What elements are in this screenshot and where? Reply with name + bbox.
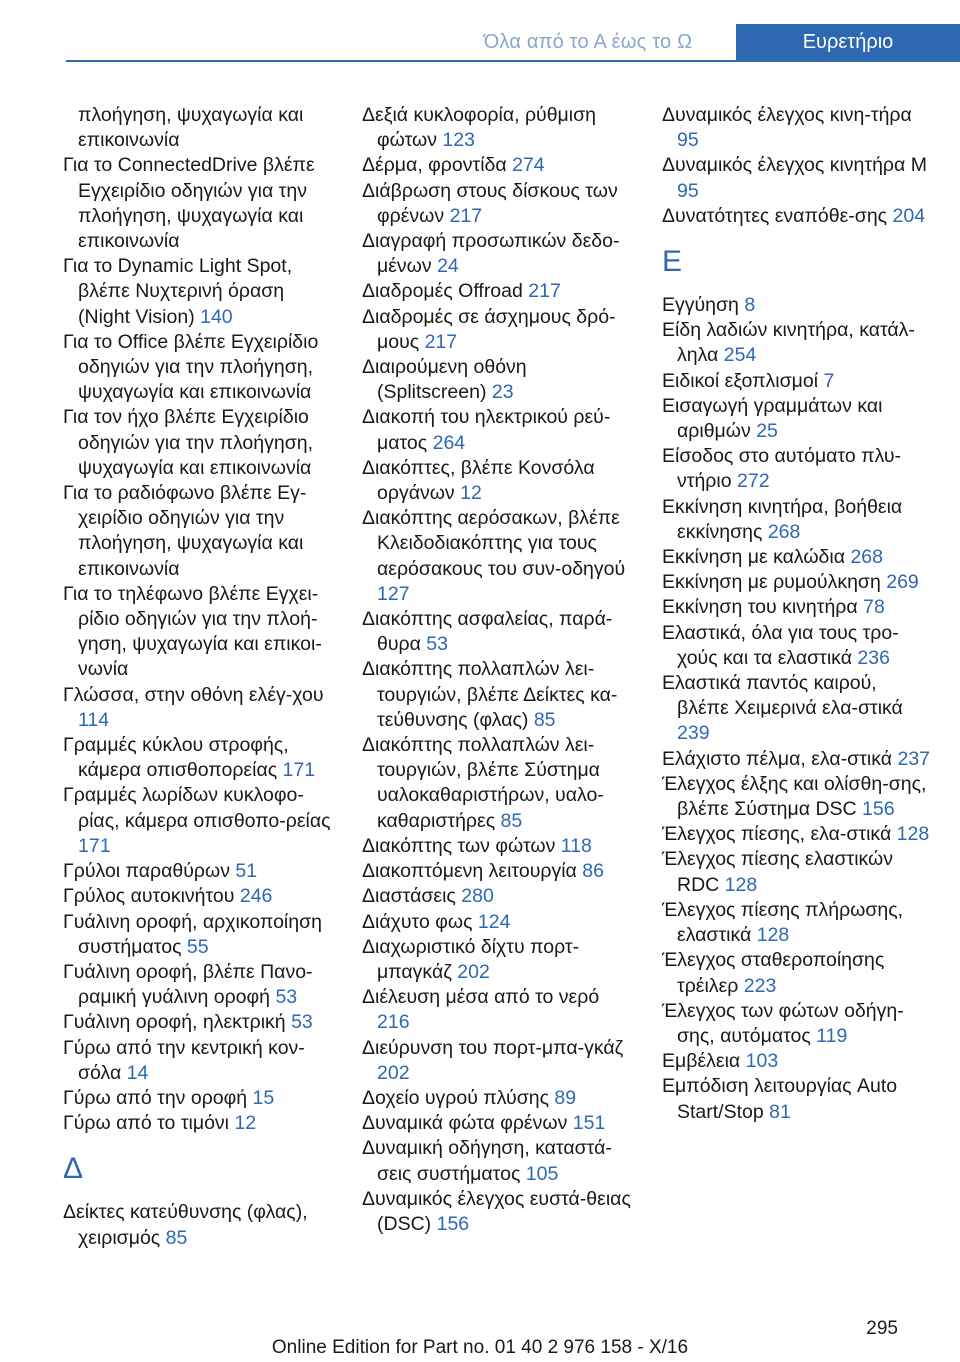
- index-entry: [662, 999, 932, 1049]
- index-entry: [362, 405, 632, 455]
- page-link[interactable]: 124: [477, 910, 511, 933]
- index-entry: [362, 657, 632, 733]
- index-entry-text: Δυναμική οδήγηση, καταστά‐σεις συστήματος: [362, 1137, 612, 1185]
- index-entry-text: Ελαστικά, όλα για τους τρο‐χούς και τα ελαστικά: [662, 621, 899, 669]
- index-entry-text: Ελαστικά παντός καιρού, βλέπε Χειμερινά ελα‐στικά: [662, 672, 903, 720]
- index-entry: [63, 960, 333, 1010]
- page-link[interactable]: 78: [863, 596, 885, 619]
- index-entry: [362, 506, 632, 607]
- index-entry-text: Διακόπτης ασφαλείας, παρά‐θυρα: [362, 608, 613, 656]
- page-link[interactable]: 204: [892, 204, 926, 227]
- index-entry: [63, 1200, 333, 1250]
- index-entry: [362, 279, 632, 304]
- index-entry-text: Γυάλινη οροφή, ηλεκτρική: [63, 1011, 286, 1034]
- page-link[interactable]: 118: [560, 834, 592, 857]
- index-entry-text: Εμπόδιση λειτουργίας Auto Start/Stop: [662, 1075, 898, 1123]
- index-entry-text: Διαιρούμενη οθόνη (Splitscreen): [362, 356, 527, 404]
- index-entry-text: Δοχείο υγρού πλύσης: [362, 1086, 549, 1109]
- index-entry: [362, 834, 632, 859]
- page-link[interactable]: 128: [896, 823, 930, 846]
- index-entry: [662, 822, 932, 847]
- page-link[interactable]: 55: [186, 935, 209, 958]
- page-link[interactable]: 53: [291, 1011, 313, 1034]
- page-link[interactable]: 272: [737, 470, 770, 493]
- index-entry: [63, 254, 333, 330]
- index-entry: [63, 1111, 333, 1136]
- index-entry-text: Διέλευση μέσα από το νερό: [362, 986, 600, 1009]
- index-entry-text: Διαδρομές Offroad: [362, 280, 523, 303]
- index-entry: [362, 733, 632, 834]
- index-entry: [662, 948, 932, 998]
- index-entry: [63, 481, 333, 582]
- index-entry-text: Για τον ήχο βλέπε Εγχειρίδιο οδηγιών για την πλοήγηση, ψυχαγωγία και επικοινωνία: [63, 406, 313, 479]
- index-entry-text: Γραμμές λωρίδων κυκλοφο‐ρίας, κάμερα οπισθοπο‐ρείας: [63, 784, 331, 832]
- index-entry-text: Διαγραφή προσωπικών δεδο‐μένων: [362, 230, 620, 278]
- index-entry-text: Γρύλος αυτοκινήτου: [63, 885, 235, 908]
- index-entry: [63, 733, 333, 783]
- index-entry: [63, 859, 333, 884]
- index-entry-text: Διακοπτόμενη λειτουργία: [362, 860, 577, 883]
- page-link[interactable]: 127: [377, 582, 410, 605]
- index-entry: [662, 1074, 932, 1124]
- index-column-2: [362, 103, 632, 1237]
- index-column-3: [662, 103, 932, 1125]
- page-link[interactable]: 202: [457, 960, 490, 983]
- page-link[interactable]: 171: [282, 759, 316, 782]
- page-link[interactable]: 15: [252, 1086, 275, 1109]
- index-entry: [362, 1036, 632, 1086]
- index-entry: [362, 1187, 632, 1237]
- index-entry: [362, 355, 632, 405]
- index-entry-text: Ελάχιστο πέλμα, ελα‐στικά: [662, 747, 893, 770]
- chapter-tab: Ευρετήριο: [736, 24, 960, 60]
- index-entry-text: Γυάλινη οροφή, αρχικοποίηση συστήματος: [63, 910, 322, 958]
- page-link[interactable]: 105: [525, 1162, 559, 1185]
- index-entry: [63, 582, 333, 683]
- index-entry-text: Έλεγχος πίεσης, ελα‐στικά: [662, 823, 892, 846]
- page-link[interactable]: 14: [126, 1061, 149, 1084]
- page-link[interactable]: 254: [723, 344, 757, 367]
- index-entry: [662, 293, 932, 318]
- index-entry: [63, 910, 333, 960]
- index-entry-text: Διαδρομές σε άσχημους δρό‐μους: [362, 305, 616, 353]
- page-link[interactable]: 223: [743, 974, 777, 997]
- index-entry: [362, 910, 632, 935]
- index-entry-text: Διακόπτης πολλαπλών λει‐τουργιών, βλέπε Δείκτες κα‐τεύθυνσης (φλας): [362, 658, 618, 731]
- index-entry-text: Για το Office βλέπε Εγχειρίδιο οδηγιών για την πλοήγηση, ψυχαγωγία και επικοινωνία: [63, 330, 319, 404]
- page-link[interactable]: 53: [275, 986, 298, 1009]
- index-entry-text: Γραμμές κύκλου στροφής, κάμερα οπισθοπορείας: [63, 734, 289, 782]
- index-entry: [662, 621, 932, 671]
- index-entry-text: Για το τηλέφωνο βλέπε Εγχει‐ρίδιο οδηγιών για την πλοή‐γηση, ψυχαγωγία και επικοι‐νωνία: [63, 582, 322, 681]
- index-entry-text: Διακόπτες, βλέπε Κονσόλα οργάνων: [362, 456, 595, 505]
- page-link[interactable]: 246: [239, 885, 273, 908]
- page-link[interactable]: 269: [886, 571, 919, 594]
- page-link[interactable]: 217: [528, 280, 561, 303]
- index-entry: [63, 884, 333, 909]
- index-entry: [63, 1036, 333, 1086]
- page-link[interactable]: 140: [200, 305, 233, 328]
- index-entry: [63, 330, 333, 406]
- page-link[interactable]: 237: [897, 747, 931, 770]
- page-link[interactable]: 53: [426, 633, 448, 656]
- index-entry-text: Εμβέλεια: [662, 1050, 741, 1073]
- index-entry: [63, 1010, 333, 1035]
- page-link[interactable]: 274: [512, 154, 545, 177]
- page-link[interactable]: 24: [437, 255, 459, 278]
- index-entry-text: Γλώσσα, στην οθόνη ελέγ‐χου: [63, 683, 324, 706]
- index-entry-text: Δείκτες κατεύθυνσης (φλας), χειρισμός: [63, 1201, 308, 1249]
- index-letter-heading: Ε: [662, 245, 683, 279]
- index-entry-text: Για το ραδιόφωνο βλέπε Εγ‐χειρίδιο οδηγιών για την πλοήγηση, ψυχαγωγία και επικοινωνία: [63, 482, 307, 580]
- index-entry: [362, 859, 632, 884]
- index-entry: [662, 369, 932, 394]
- index-entry-text: Γρύλοι παραθύρων: [63, 860, 230, 883]
- page-link[interactable]: 103: [745, 1050, 779, 1073]
- index-entry-text: Διάχυτο φως: [362, 910, 473, 933]
- index-entry: [362, 1111, 632, 1136]
- index-entry-text: Για το ConnectedDrive βλέπε Εγχειρίδιο οδηγιών για την πλοήγηση, ψυχαγωγία και επικοινωνία: [63, 154, 315, 253]
- index-entry-text: Εκκίνηση του κινητήρα: [662, 596, 858, 619]
- index-entry-text: Εκκίνηση με ρυμούλκηση: [662, 571, 881, 594]
- index-entry-text: Δυναμικά φώτα φρένων: [362, 1112, 568, 1135]
- index-entry: [662, 444, 932, 494]
- index-entry-text: Εκκίνηση κινητήρα, βοήθεια εκκίνησης: [662, 495, 903, 543]
- page-link[interactable]: 268: [767, 520, 801, 543]
- page-link[interactable]: 8: [744, 294, 756, 317]
- index-entry-text: Εκκίνηση με καλώδια: [662, 546, 846, 569]
- page-link[interactable]: 216: [377, 1011, 410, 1034]
- index-entry: [362, 1136, 632, 1186]
- index-entry-text: Έλεγχος πίεσης πλήρωσης, ελαστικά: [662, 898, 904, 947]
- index-entry: [662, 394, 932, 444]
- page-link[interactable]: 7: [823, 369, 835, 392]
- index-entry: [362, 305, 632, 355]
- index-entry-text: Δέρμα, φροντίδα: [362, 154, 507, 177]
- index-entry-text: Έλεγχος πίεσης ελαστικών RDC: [662, 848, 894, 896]
- page-link[interactable]: 86: [582, 860, 604, 883]
- page-link[interactable]: 12: [234, 1112, 257, 1135]
- index-entry-text: Δυνατότητες εναπόθε‐σης: [662, 204, 888, 227]
- page-link[interactable]: 51: [235, 860, 258, 883]
- index-entry-text: Ειδικοί εξοπλισμοί: [662, 369, 819, 392]
- index-entry-text: Δυναμικός έλεγχος κινητήρα M: [662, 154, 927, 177]
- index-entry-text: Δεξιά κυκλοφορία, ρύθμιση φώτων: [362, 104, 597, 152]
- page-link[interactable]: 156: [436, 1212, 470, 1235]
- index-entry-text: Εισαγωγή γραμμάτων και αριθμών: [662, 394, 883, 443]
- index-entry-text: Δυναμικός έλεγχος ευστά‐θειας (DSC): [362, 1187, 631, 1235]
- index-entry: [662, 545, 932, 570]
- index-entry-text: Διάβρωση στους δίσκους των φρένων: [362, 179, 618, 227]
- index-entry: [662, 772, 932, 822]
- index-entry: [662, 153, 932, 203]
- index-column-1: [63, 103, 333, 1251]
- page-link[interactable]: 81: [769, 1100, 791, 1123]
- page-link[interactable]: 95: [677, 179, 699, 202]
- index-entry: [362, 607, 632, 657]
- index-entry: [662, 318, 932, 368]
- index-entry: [362, 179, 632, 229]
- page-link[interactable]: 202: [377, 1061, 410, 1084]
- index-entry: [662, 595, 932, 620]
- edition-note: Online Edition for Part no. 01 40 2 976 158 - X/16: [271, 1337, 689, 1358]
- page-link[interactable]: 89: [554, 1086, 577, 1109]
- index-entry: [63, 1086, 333, 1111]
- index-entry-text: Διακόπτης των φώτων: [362, 834, 556, 857]
- page-link[interactable]: 280: [461, 885, 494, 908]
- section-title: Όλα από το Α έως το Ω: [483, 30, 693, 53]
- index-entry-text: πλοήγηση, ψυχαγωγία και επικοινωνία: [78, 104, 304, 152]
- index-entry: [362, 884, 632, 909]
- page-link[interactable]: 25: [756, 420, 778, 443]
- page-link[interactable]: 151: [572, 1112, 606, 1135]
- index-entry: [662, 1049, 932, 1074]
- page-link[interactable]: 95: [677, 129, 699, 152]
- index-entry: [362, 153, 632, 178]
- index-entry: [362, 456, 632, 506]
- page-link[interactable]: 128: [756, 924, 790, 947]
- index-entry-text: Εγγύηση: [662, 294, 739, 317]
- index-entry: [362, 103, 632, 153]
- header-rule: [66, 60, 960, 62]
- index-entry-text: Διακόπτης αερόσακων, βλέπε Κλειδοδιακόπτης για τους αερόσακους του συν‐οδηγού: [362, 507, 626, 580]
- index-entry-text: Είσοδος στο αυτόματο πλυ‐ντήριο: [662, 445, 902, 493]
- index-entry: [662, 898, 932, 948]
- index-letter-heading: Δ: [63, 1152, 84, 1186]
- index-entry-text: Έλεγχος των φώτων οδήγη‐σης, αυτόματος: [662, 999, 904, 1047]
- page-link[interactable]: 12: [460, 482, 482, 505]
- index-entry: [662, 495, 932, 545]
- page-link[interactable]: 268: [850, 546, 883, 569]
- index-entry-text: Έλεγχος σταθεροποίησης τρέιλερ: [662, 949, 885, 997]
- page-header: [0, 0, 960, 62]
- page-link[interactable]: 119: [816, 1024, 848, 1047]
- page-link[interactable]: 239: [677, 722, 710, 745]
- index-entry-text: Γύρω από το τιμόνι: [63, 1112, 230, 1135]
- index-entry: [662, 204, 932, 229]
- index-entry-text: Είδη λαδιών κινητήρα, κατάλ‐ληλα: [662, 319, 915, 367]
- index-entry-text: Έλεγχος έλξης και ολίσθη‐σης, βλέπε Σύστημα DSC: [662, 772, 927, 821]
- page-link[interactable]: 23: [491, 381, 514, 404]
- index-entry-text: Γύρω από την κεντρική κον‐σόλα: [63, 1036, 305, 1084]
- index-entry: [63, 103, 333, 153]
- index-entry-text: Διακόπτης πολλαπλών λει‐τουργιών, βλέπε Σύστημα υαλοκαθαριστήρων, υαλο‐καθαριστήρες: [362, 734, 604, 832]
- index-entry-text: Διαχωριστικό δίχτυ πορτ‐μπαγκάζ: [362, 935, 580, 983]
- index-entry: [362, 229, 632, 279]
- index-entry: [63, 153, 333, 254]
- page-link[interactable]: 217: [449, 204, 483, 227]
- page-link[interactable]: 236: [857, 646, 890, 669]
- index-entry-text: Διαστάσεις: [362, 885, 456, 908]
- index-entry: [662, 747, 932, 772]
- index-entry: [63, 683, 333, 733]
- page-link[interactable]: 156: [862, 798, 895, 821]
- page-link[interactable]: 171: [78, 834, 111, 857]
- page-link[interactable]: 85: [500, 809, 523, 832]
- page-link[interactable]: 264: [432, 431, 466, 454]
- index-entry: [362, 935, 632, 985]
- index-entry: [362, 985, 632, 1035]
- page-link[interactable]: 123: [442, 129, 475, 152]
- index-entry-text: Γυάλινη οροφή, βλέπε Πανο‐ραμική γυάλινη οροφή: [63, 960, 313, 1009]
- index-entry-text: Γύρω από την οροφή: [63, 1086, 248, 1109]
- index-entry: [662, 103, 932, 153]
- index-entry: [662, 671, 932, 747]
- page-link[interactable]: 217: [424, 330, 458, 353]
- index-entry-text: Δυναμικός έλεγχος κινη‐τήρα: [662, 104, 912, 126]
- index-entry: [63, 405, 333, 481]
- index-entry-text: Για το Dynamic Light Spot, βλέπε Νυχτερινή όραση (Night Vision): [63, 255, 293, 328]
- page-link[interactable]: 85: [533, 708, 556, 731]
- index-entry: [362, 1086, 632, 1111]
- page-number: 295: [866, 1318, 898, 1339]
- index-entry: [662, 570, 932, 595]
- index-entry-text: Διεύρυνση του πορτ-μπα‐γκάζ: [362, 1036, 624, 1059]
- index-entry-text: Διακοπή του ηλεκτρικού ρεύ‐ματος: [362, 406, 611, 454]
- page-link[interactable]: 114: [78, 708, 110, 731]
- index-entry: [662, 847, 932, 897]
- page-link[interactable]: 85: [165, 1226, 188, 1249]
- page-link[interactable]: 128: [724, 873, 758, 896]
- index-entry: [63, 783, 333, 859]
